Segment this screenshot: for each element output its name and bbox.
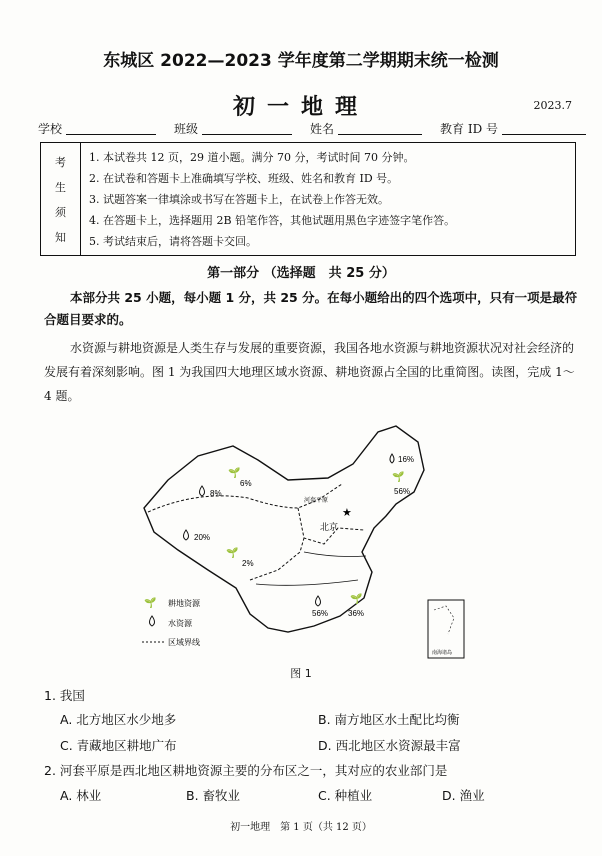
q2-option-a[interactable]: A. 林业 [60,788,102,803]
water-drop-icon [390,454,394,463]
exam-date: 2023.7 [533,99,572,112]
figure-label: 图 1 [290,667,312,680]
notice-side-label: 考 生 须 知 [41,143,81,255]
sprout-icon: 🌱 [392,472,405,483]
beijing-star-icon: ★ [342,506,352,519]
water-drop-icon [184,530,189,540]
sprout-icon: 🌱 [226,548,239,559]
question-1-stem: 1. 我国 [44,688,85,703]
svg-text:56%: 56% [312,609,329,618]
svg-text:16%: 16% [398,455,415,464]
notice-item: 2. 在试卷和答题卡上准确填写学校、班级、姓名和教育 ID 号。 [89,172,399,185]
exam-notice-box [40,142,576,256]
q2-option-c[interactable]: C. 种植业 [318,788,373,803]
legend-boundary: 区域界线 [168,638,200,647]
sprout-icon: 🌱 [350,594,363,605]
city-label: 北京 [320,522,339,532]
q1-option-d[interactable]: D. 西北地区水资源最丰富 [318,738,461,753]
notice-item: 1. 本试卷共 12 页，29 道小题。满分 70 分，考试时间 70 分钟。 [89,151,415,164]
id-label: 教育 ID 号 [440,122,499,136]
svg-text:20%: 20% [194,533,211,542]
section-title: 第一部分 （选择题 共 25 分） [207,266,395,281]
notice-items [89,147,455,252]
notice-item: 3. 试题答案一律填涂或书写在答题卡上，在试卷上作答无效。 [89,193,389,206]
id-blank[interactable] [502,120,586,135]
class-label: 班级 [174,122,199,136]
student-info-line [38,120,586,137]
svg-text:56%: 56% [394,487,411,496]
q1-option-a[interactable]: A. 北方地区水少地多 [60,712,177,727]
question-passage: 水资源与耕地资源是人类生存与发展的重要资源，我国各地水资源与耕地资源状况对社会经济的发展有着深刻影响。图 1 为我国四大地理区域水资源、耕地资源占全国的比重简图。读图，完成 1～4 题。 [44,341,575,403]
water-drop-icon [150,616,155,626]
q1-option-c[interactable]: C. 青藏地区耕地广布 [60,738,177,753]
svg-text:2%: 2% [242,559,254,568]
sprout-icon: 🌱 [228,468,241,479]
school-blank[interactable] [66,120,156,135]
legend-water: 水资源 [168,619,192,628]
name-blank[interactable] [338,120,422,135]
boundary-line [250,538,304,580]
inset-label: 南海诸岛 [432,650,453,656]
name-label: 姓名 [310,122,335,136]
exam-title: 东城区 2022—2023 学年度第二学期期末统一检测 [103,51,499,71]
notice-item: 4. 在答题卡上，选择题用 2B 铅笔作答，其他试题用黑色字迹签字笔作答。 [89,214,456,227]
river-line [256,580,358,585]
svg-text:8%: 8% [210,489,222,498]
page-footer: 初一地理 第 1 页（共 12 页） [230,822,372,833]
sprout-icon: 🌱 [144,598,157,609]
notice-item: 5. 考试结束后，请将答题卡交回。 [89,235,257,248]
q1-option-b[interactable]: B. 南方地区水土配比均衡 [318,712,460,727]
svg-text:36%: 36% [348,609,365,618]
china-resource-map [128,420,468,670]
section-intro: 本部分共 25 小题，每小题 1 分，共 25 分。在每小题给出的四个选项中，只有一项是最符合题目要求的。 [44,290,578,327]
q2-option-d[interactable]: D. 渔业 [442,788,485,803]
river-line [304,552,366,557]
question-2-stem: 2. 河套平原是西北地区耕地资源主要的分布区之一，其对应的农业部门是 [44,763,448,778]
class-blank[interactable] [202,120,292,135]
school-label: 学校 [38,122,63,136]
water-drop-icon [200,486,205,496]
svg-text:6%: 6% [240,479,252,488]
water-drop-icon [316,596,321,606]
subject-title: 初一地理 [232,94,369,120]
q2-option-b[interactable]: B. 畜牧业 [186,788,241,803]
legend-land: 耕地资源 [168,599,200,608]
hetao-label: 河套平原 [304,498,329,504]
